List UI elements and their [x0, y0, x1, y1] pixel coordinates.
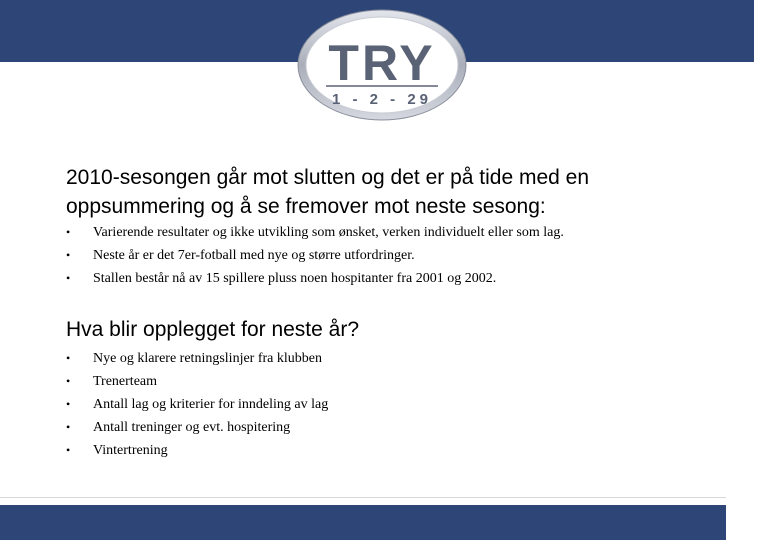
- section2-bullet-list: [66, 347, 328, 462]
- try-logo: [296, 8, 468, 122]
- bullet-icon: •: [66, 397, 71, 411]
- list-item: [66, 267, 564, 290]
- section1-bullet-list: [66, 221, 564, 290]
- list-item-text: Nye og klarere retningslinjer fra klubben: [93, 351, 322, 366]
- list-item: [66, 439, 328, 462]
- list-item-text: Stallen består nå av 15 spillere pluss noen hospitanter fra 2001 og 2002.: [93, 271, 497, 286]
- bullet-icon: •: [66, 351, 71, 365]
- list-item-text: Antall treninger og evt. hospitering: [93, 420, 291, 435]
- list-item-text: Neste år er det 7er-fotball med nye og større utfordringer.: [93, 248, 415, 263]
- bullet-icon: •: [66, 225, 71, 239]
- list-item-text: Varierende resultater og ikke utvikling som ønsket, verken individuelt eller som lag.: [93, 225, 564, 240]
- bullet-icon: •: [66, 374, 71, 388]
- bullet-icon: •: [66, 443, 71, 457]
- list-item: [66, 347, 328, 370]
- list-item-text: Trenerteam: [93, 374, 158, 389]
- bullet-icon: •: [66, 420, 71, 434]
- list-item: [66, 221, 564, 244]
- list-item-text: Vintertrening: [93, 443, 168, 458]
- logo-word: TRY: [328, 35, 436, 91]
- section1-heading: 2010-sesongen går mot slutten og det er på tide med en oppsummering og å se fremover mot neste sesong:: [66, 166, 590, 218]
- bullet-icon: •: [66, 248, 71, 262]
- bullet-icon: •: [66, 271, 71, 285]
- list-item: [66, 370, 328, 393]
- footer-divider: [0, 497, 726, 498]
- section2-heading: Hva blir opplegget for neste år?: [66, 318, 360, 341]
- list-item: [66, 244, 564, 267]
- list-item-text: Antall lag og kriterier for inndeling av lag: [93, 397, 329, 412]
- logo-numbers: 1 - 2 - 29: [331, 91, 433, 108]
- list-item: [66, 416, 328, 439]
- list-item: [66, 393, 328, 416]
- footer-band: [0, 505, 726, 540]
